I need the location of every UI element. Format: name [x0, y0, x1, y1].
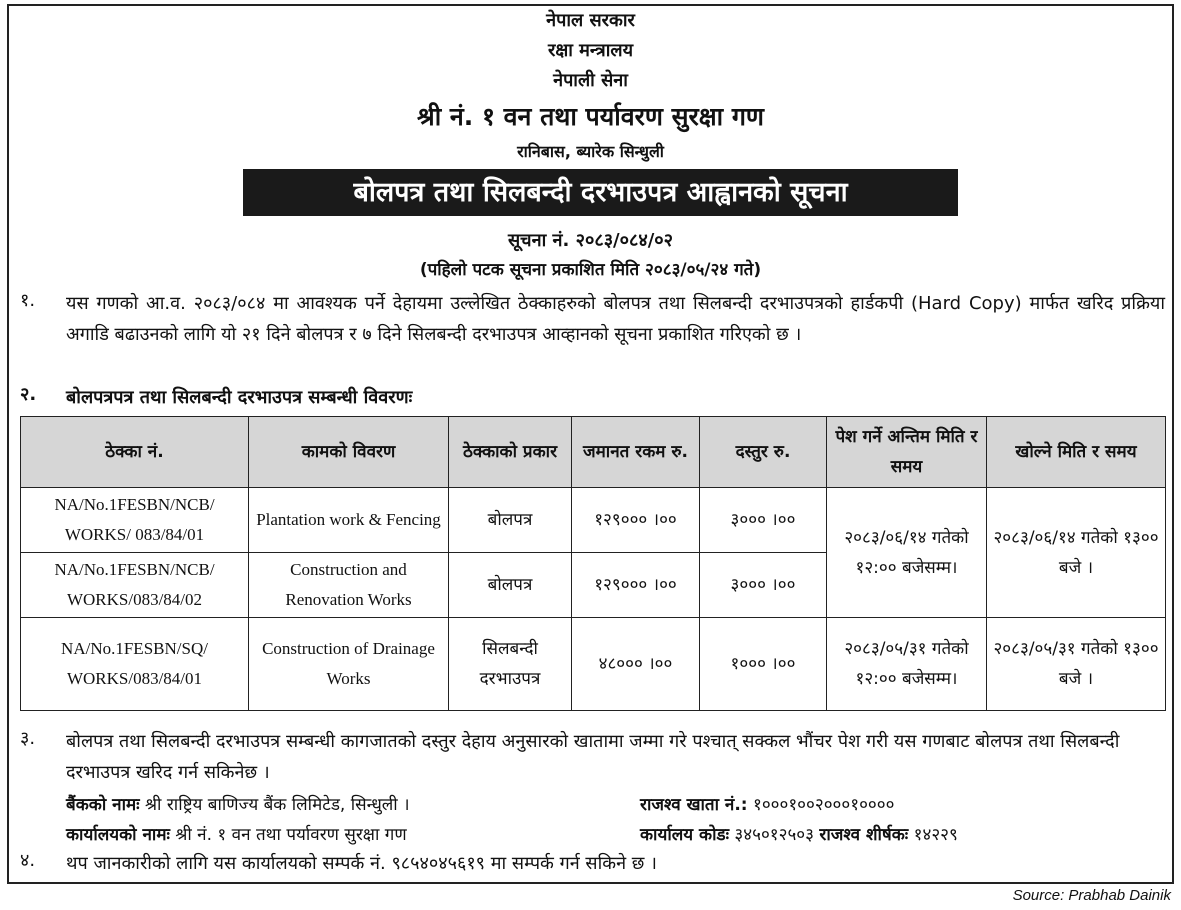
header-contract-no: ठेक्का नं. — [21, 417, 249, 488]
fee-cell: ३००० ।०० — [700, 553, 827, 618]
paragraph-3 — [20, 726, 1165, 791]
header-opening-date: खोल्ने मिति र समय — [987, 417, 1166, 488]
paragraph-4-number: ४. — [20, 850, 36, 871]
office-code-line — [640, 822, 958, 845]
notice-banner: बोलपत्र तथा सिलबन्दी दरभाउपत्र आह्वानको सूचना — [243, 169, 958, 216]
bank-name-value: श्री राष्ट्रिय बाणिज्य बैंक लिमिटेड, सिन्धुली । — [145, 795, 410, 815]
bank-name-line — [66, 792, 410, 815]
opening-date-cell: २०८३/०५/३१ गतेको १३०० बजे । — [987, 618, 1166, 711]
header-unit: श्री नं. १ वन तथा पर्यावरण सुरक्षा गण — [417, 102, 764, 131]
bank-name-label: बैंकको नामः — [66, 795, 140, 815]
table-row — [21, 618, 1166, 711]
paragraph-4-text: थप जानकारीको लागि यस कार्यालयको सम्पर्क नं. ९८५४०४५६१९ मा सम्पर्क गर्न सकिने छ । — [66, 853, 657, 874]
contract-type-cell: बोलपत्र — [449, 488, 572, 553]
revenue-head-label: राजश्व शीर्षकः — [819, 825, 909, 845]
table-header-row — [21, 417, 1166, 488]
paragraph-1-text: यस गणको आ.व. २०८३/०८४ मा आवश्यक पर्ने देहायमा उल्लेखित ठेक्काहरुको बोलपत्र तथा सिलबन्दी दरभाउपत्रको हार्डकपी (Hard Copy) मार्फत खरिद प्रक्रिया अगाडि बढाउनको लागि यो २१ दिने बोलपत्र र ७ दिने सिलबन्दी दरभाउपत्र आव्हानको सूचना प्रकाशित गरिएको छ । — [66, 293, 1165, 345]
work-description-cell: Construction of Drainage Works — [249, 618, 449, 711]
security-deposit-cell: ४८००० ।०० — [572, 618, 700, 711]
security-deposit-cell: १२९००० ।०० — [572, 553, 700, 618]
opening-date-cell: २०८३/०६/१४ गतेको १३०० बजे । — [987, 488, 1166, 618]
table-row — [21, 488, 1166, 553]
contract-no-cell: NA/No.1FESBN/SQ/ WORKS/083/84/01 — [21, 618, 249, 711]
office-code-value: ३४५०१२५०३ — [734, 825, 814, 845]
paragraph-3-number: ३. — [20, 728, 36, 749]
contracts-table — [20, 416, 1166, 711]
header-submission-deadline: पेश गर्ने अन्तिम मिति र समय — [827, 417, 987, 488]
office-name-line — [66, 822, 407, 845]
header-contract-type: ठेक्काको प्रकार — [449, 417, 572, 488]
office-name-label: कार्यालयको नामः — [66, 825, 170, 845]
revenue-head-value: १४२२९ — [913, 825, 958, 845]
header-work-description: कामको विवरण — [249, 417, 449, 488]
revenue-account-value: १०००१००२०००१०००० — [752, 795, 895, 815]
header-security-deposit: जमानत रकम रु. — [572, 417, 700, 488]
fee-cell: ३००० ।०० — [700, 488, 827, 553]
paragraph-1-number: १. — [20, 290, 36, 311]
contract-type-cell: बोलपत्र — [449, 553, 572, 618]
contract-no-cell: NA/No.1FESBN/NCB/ WORKS/ 083/84/01 — [21, 488, 249, 553]
paragraph-1 — [20, 288, 1165, 383]
header-army: नेपाली सेना — [553, 70, 628, 91]
header-ministry: रक्षा मन्त्रालय — [547, 40, 634, 61]
paragraph-2 — [20, 382, 1165, 412]
revenue-account-line — [640, 792, 894, 815]
contract-type-cell: सिलबन्दी दरभाउपत्र — [449, 618, 572, 711]
security-deposit-cell: १२९००० ।०० — [572, 488, 700, 553]
office-name-value: श्री नं. १ वन तथा पर्यावरण सुरक्षा गण — [175, 825, 407, 845]
office-code-label: कार्यालय कोडः — [640, 825, 730, 845]
submission-deadline-cell: २०८३/०५/३१ गतेको १२:०० बजेसम्म। — [827, 618, 987, 711]
paragraph-2-text: बोलपत्रपत्र तथा सिलबन्दी दरभाउपत्र सम्बन्धी विवरणः — [66, 387, 413, 408]
header-location: रानिबास, ब्यारेक सिन्धुली — [517, 142, 664, 161]
contract-no-cell: NA/No.1FESBN/NCB/ WORKS/083/84/02 — [21, 553, 249, 618]
paragraph-2-number: २. — [20, 384, 37, 405]
paragraph-3-text: बोलपत्र तथा सिलबन्दी दरभाउपत्र सम्बन्धी कागजातको दस्तुर देहाय अनुसारको खातामा जम्मा गरे पश्चात् सक्कल भौंचर पेश गरी यस गणबाट बोलपत्र तथा सिलबन्दी दरभाउपत्र खरिद गर्न सकिनेछ । — [66, 731, 1120, 783]
header-fee: दस्तुर रु. — [700, 417, 827, 488]
work-description-cell: Plantation work & Fencing — [249, 488, 449, 553]
source-credit: Source: Prabhab Dainik — [1012, 887, 1171, 904]
fee-cell: १००० ।०० — [700, 618, 827, 711]
header-government: नेपाल सरकार — [546, 10, 635, 31]
work-description-cell: Construction and Renovation Works — [249, 553, 449, 618]
revenue-account-label: राजश्व खाता नं.: — [640, 795, 748, 815]
paragraph-4 — [20, 848, 1165, 880]
notice-publish-date: (पहिलो पटक सूचना प्रकाशित मिति २०८३/०५/२४ गते) — [419, 260, 762, 280]
submission-deadline-cell: २०८३/०६/१४ गतेको १२:०० बजेसम्म। — [827, 488, 987, 618]
notice-number: सूचना नं. २०८३/०८४/०२ — [508, 230, 673, 251]
